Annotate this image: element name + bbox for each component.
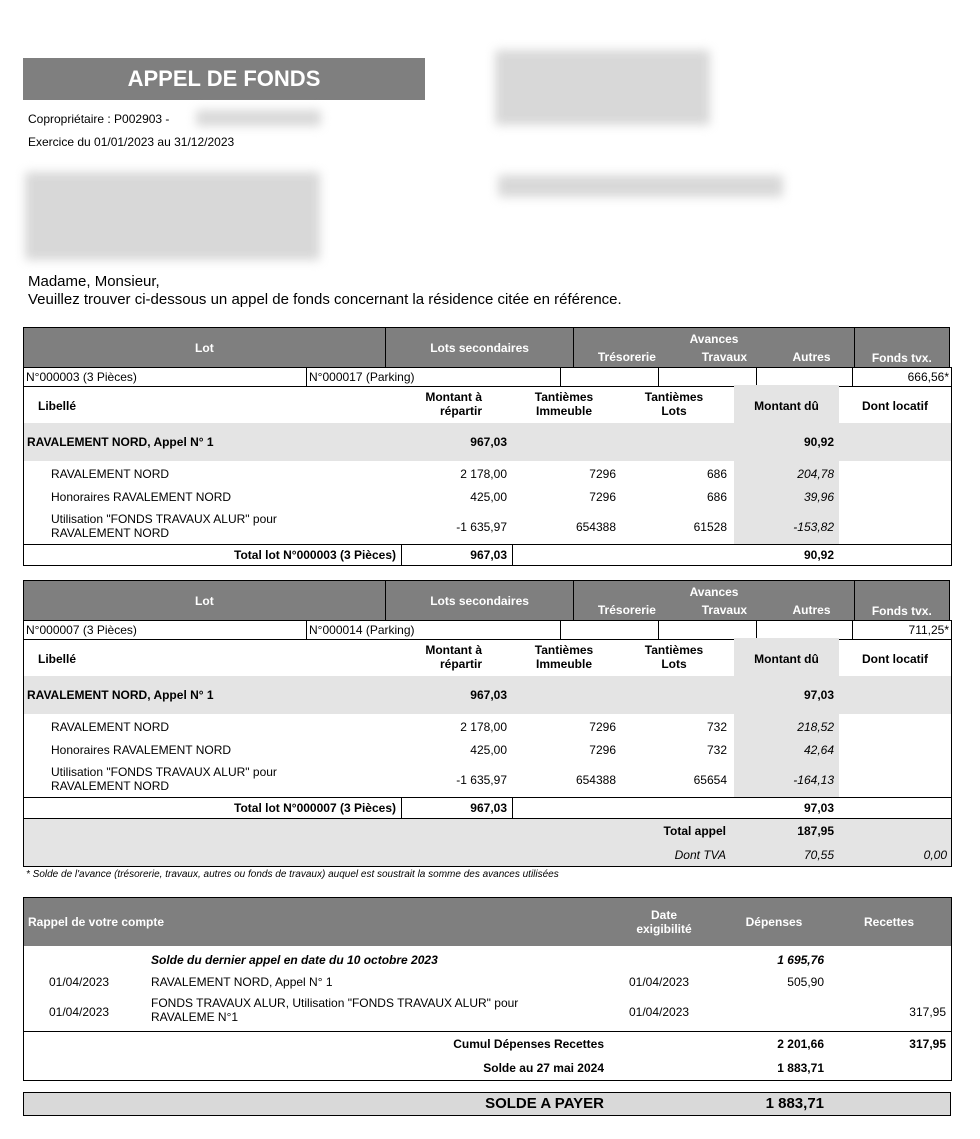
divider: [658, 621, 659, 639]
recettes-header: Recettes: [863, 915, 915, 929]
rappel-row-date: 01/04/2023: [49, 975, 110, 989]
lot-total-label: Total lot N°000007 (3 Pièces): [234, 801, 396, 815]
row-tant-imm: 7296: [589, 720, 616, 734]
dont-tva-value: 70,55: [803, 848, 834, 862]
rappel-row-libelle-line2: RAVALEME N°1: [151, 1010, 239, 1024]
rappel-compte: [23, 897, 952, 1081]
group-label: RAVALEMENT NORD, Appel N° 1: [27, 435, 214, 449]
intro-text: Veuillez trouver ci-dessous un appel de fonds concernant la résidence citée en référence.: [28, 291, 622, 308]
divider: [756, 368, 757, 386]
autres-header: Autres: [792, 602, 831, 617]
row-tant-imm: 7296: [589, 743, 616, 757]
row-tant-imm: 654388: [575, 520, 616, 534]
lot-header: Lot: [24, 581, 386, 621]
lot-table-1: [23, 327, 950, 368]
fonds-tvx-header: Fonds tvx.: [854, 328, 949, 368]
cumul-label: Cumul Dépenses Recettes: [453, 1037, 604, 1051]
row-libelle: Honoraires RAVALEMENT NORD: [51, 743, 232, 757]
rappel-row-libelle: FONDS TRAVAUX ALUR, Utilisation "FONDS TRAVAUX ALUR" pour: [151, 996, 519, 1010]
greeting: Madame, Monsieur,: [28, 273, 160, 290]
tresorerie-header: Trésorerie: [597, 602, 656, 617]
tantiemes-immeuble-header: [524, 390, 604, 418]
montant-repartir-header: [412, 643, 482, 671]
avances-label: Avances: [689, 584, 739, 599]
tantiemes-immeuble-header: [524, 643, 604, 671]
travaux-header: Travaux: [701, 602, 748, 617]
redacted-syndic-address: [495, 50, 710, 125]
montant-repartir-line1: Montant à: [425, 390, 482, 404]
tantiemes-lots-line2: Lots: [661, 404, 687, 418]
divider: [512, 797, 513, 818]
divider: [24, 544, 951, 545]
libelle-header: Libellé: [38, 652, 77, 666]
row-libelle-line2: RAVALEMENT NORD: [51, 526, 170, 540]
coproprietaire-label: Copropriétaire : P002903 -: [28, 112, 170, 126]
rappel-row-depenses: 505,90: [787, 975, 824, 989]
tantiemes-lots-line1: Tantièmes: [644, 390, 704, 404]
date-exig-line1: Date: [650, 908, 677, 922]
lot-2-secondaire: N°000014 (Parking): [309, 623, 415, 637]
tantiemes-imm-line2: Immeuble: [535, 404, 592, 418]
row-montant-du: 204,78: [797, 467, 834, 481]
depenses-header: Dépenses: [745, 915, 803, 929]
group-montant-du: 90,92: [803, 435, 834, 449]
rappel-row-recettes: 317,95: [909, 1005, 946, 1019]
rappel-header: [24, 898, 951, 946]
row-libelle-line2: RAVALEMENT NORD: [51, 779, 170, 793]
lots-secondaires-header: Lots secondaires: [385, 328, 574, 368]
tantiemes-imm-line1: Tantièmes: [534, 390, 594, 404]
divider: [24, 1031, 951, 1032]
row-montant: 2 178,00: [460, 467, 507, 481]
lot-total-du: 90,92: [803, 548, 834, 562]
row-tant-lots: 686: [706, 467, 727, 481]
date-exigibilite-header: [614, 908, 714, 936]
solde-dernier-value: 1 695,76: [777, 953, 824, 967]
travaux-header: Travaux: [701, 349, 748, 364]
montant-du-header: Montant dû: [754, 399, 819, 413]
solde-a-payer-label: SOLDE A PAYER: [485, 1095, 604, 1112]
row-tant-lots: 732: [706, 743, 727, 757]
redacted-recipient-address: [25, 172, 320, 260]
cumul-depenses: 2 201,66: [777, 1037, 824, 1051]
redacted-owner-name: [196, 110, 321, 126]
dont-tva-label: Dont TVA: [674, 848, 726, 862]
rappel-row-date: 01/04/2023: [49, 1005, 110, 1019]
lot-1-fonds-tvx: 666,56*: [907, 370, 949, 384]
group-montant: 967,03: [470, 435, 507, 449]
lot-2-number: N°000007 (3 Pièces): [26, 623, 137, 637]
lot-total-montant: 967,03: [470, 801, 507, 815]
row-libelle: Utilisation "FONDS TRAVAUX ALUR" pour: [51, 512, 277, 526]
row-montant: -1 635,97: [456, 520, 507, 534]
lot-1-info-row: [23, 367, 952, 387]
lot-1-number: N°000003 (3 Pièces): [26, 370, 137, 384]
redacted-place-date: [498, 175, 783, 197]
divider: [401, 797, 402, 818]
tantiemes-lots-line1: Tantièmes: [644, 643, 704, 657]
footnote: * Solde de l'avance (trésorerie, travaux, autres ou fonds de travaux) auquel est soustrait la somme des avances utilisées: [26, 869, 559, 880]
divider: [658, 368, 659, 386]
total-appel-value: 187,95: [797, 824, 834, 838]
row-libelle: Utilisation "FONDS TRAVAUX ALUR" pour: [51, 765, 277, 779]
cumul-recettes: 317,95: [909, 1037, 946, 1051]
rappel-row-exig: 01/04/2023: [629, 975, 690, 989]
solde-a-payer-value: 1 883,71: [765, 1095, 824, 1112]
lot-total-montant: 967,03: [470, 548, 507, 562]
row-montant-du: -164,13: [793, 773, 834, 787]
total-appel-label: Total appel: [663, 824, 726, 838]
lot-1-detail: [23, 385, 952, 566]
divider: [306, 368, 307, 386]
montant-repartir-header: [412, 390, 482, 418]
rappel-row-exig: 01/04/2023: [629, 1005, 690, 1019]
divider: [306, 621, 307, 639]
row-tant-lots: 61528: [693, 520, 727, 534]
tantiemes-imm-line2: Immeuble: [535, 657, 592, 671]
fonds-tvx-header: Fonds tvx.: [854, 581, 949, 621]
exercice-label: Exercice du 01/01/2023 au 31/12/2023: [28, 135, 235, 149]
autres-header: Autres: [792, 349, 831, 364]
row-montant: 425,00: [470, 490, 507, 504]
libelle-header: Libellé: [38, 399, 77, 413]
row-tant-imm: 7296: [589, 467, 616, 481]
divider: [852, 621, 853, 639]
lots-secondaires-header: Lots secondaires: [385, 581, 574, 621]
divider: [24, 797, 951, 798]
lot-2-info-row: [23, 620, 952, 640]
row-montant-du: 39,96: [803, 490, 834, 504]
tantiemes-lots-line2: Lots: [661, 657, 687, 671]
solde-a-payer: [23, 1092, 951, 1116]
row-tant-imm: 7296: [589, 490, 616, 504]
avances-label: Avances: [689, 331, 739, 346]
row-montant: 2 178,00: [460, 720, 507, 734]
lot-table-2: [23, 580, 950, 621]
rappel-title: Rappel de votre compte: [28, 915, 165, 929]
row-tant-lots: 732: [706, 720, 727, 734]
row-tant-lots: 686: [706, 490, 727, 504]
dont-tva-locatif: 0,00: [923, 848, 947, 862]
row-libelle: RAVALEMENT NORD: [51, 720, 170, 734]
avances-header: [574, 581, 854, 621]
group-montant-du: 97,03: [803, 688, 834, 702]
lot-total-du: 97,03: [803, 801, 834, 815]
row-libelle: RAVALEMENT NORD: [51, 467, 170, 481]
rappel-row-libelle: RAVALEMENT NORD, Appel N° 1: [151, 975, 333, 989]
tantiemes-lots-header: [634, 643, 714, 671]
solde-au-label: Solde au 27 mai 2024: [483, 1061, 604, 1075]
dont-locatif-header: Dont locatif: [862, 652, 928, 666]
divider: [560, 368, 561, 386]
lot-total-label: Total lot N°000003 (3 Pièces): [234, 548, 396, 562]
divider: [852, 368, 853, 386]
row-montant-du: 218,52: [797, 720, 834, 734]
lot-1-secondaire: N°000017 (Parking): [309, 370, 415, 384]
divider: [401, 544, 402, 565]
solde-au-value: 1 883,71: [777, 1061, 824, 1075]
divider: [560, 621, 561, 639]
row-montant: -1 635,97: [456, 773, 507, 787]
row-libelle: Honoraires RAVALEMENT NORD: [51, 490, 232, 504]
row-montant-du: 42,64: [803, 743, 834, 757]
row-montant: 425,00: [470, 743, 507, 757]
tantiemes-lots-header: [634, 390, 714, 418]
divider: [756, 621, 757, 639]
page-title: APPEL DE FONDS: [23, 58, 425, 100]
row-montant-du: -153,82: [793, 520, 834, 534]
solde-dernier-label: Solde du dernier appel en date du 10 octobre 2023: [151, 953, 438, 967]
lot-2-fonds-tvx: 711,25*: [908, 623, 949, 637]
montant-du-header: Montant dû: [754, 652, 819, 666]
date-exig-line2: exigibilité: [636, 922, 692, 936]
lot-2-detail: [23, 638, 952, 867]
montant-repartir-line1: Montant à: [425, 643, 482, 657]
avances-header: [574, 328, 854, 368]
row-tant-imm: 654388: [575, 773, 616, 787]
group-label: RAVALEMENT NORD, Appel N° 1: [27, 688, 214, 702]
tantiemes-imm-line1: Tantièmes: [534, 643, 594, 657]
montant-repartir-line2: répartir: [439, 657, 482, 671]
dont-locatif-header: Dont locatif: [862, 399, 928, 413]
group-montant: 967,03: [470, 688, 507, 702]
montant-repartir-line2: répartir: [439, 404, 482, 418]
lot-header: Lot: [24, 328, 386, 368]
row-tant-lots: 65654: [693, 773, 727, 787]
divider: [512, 544, 513, 565]
tresorerie-header: Trésorerie: [597, 349, 656, 364]
